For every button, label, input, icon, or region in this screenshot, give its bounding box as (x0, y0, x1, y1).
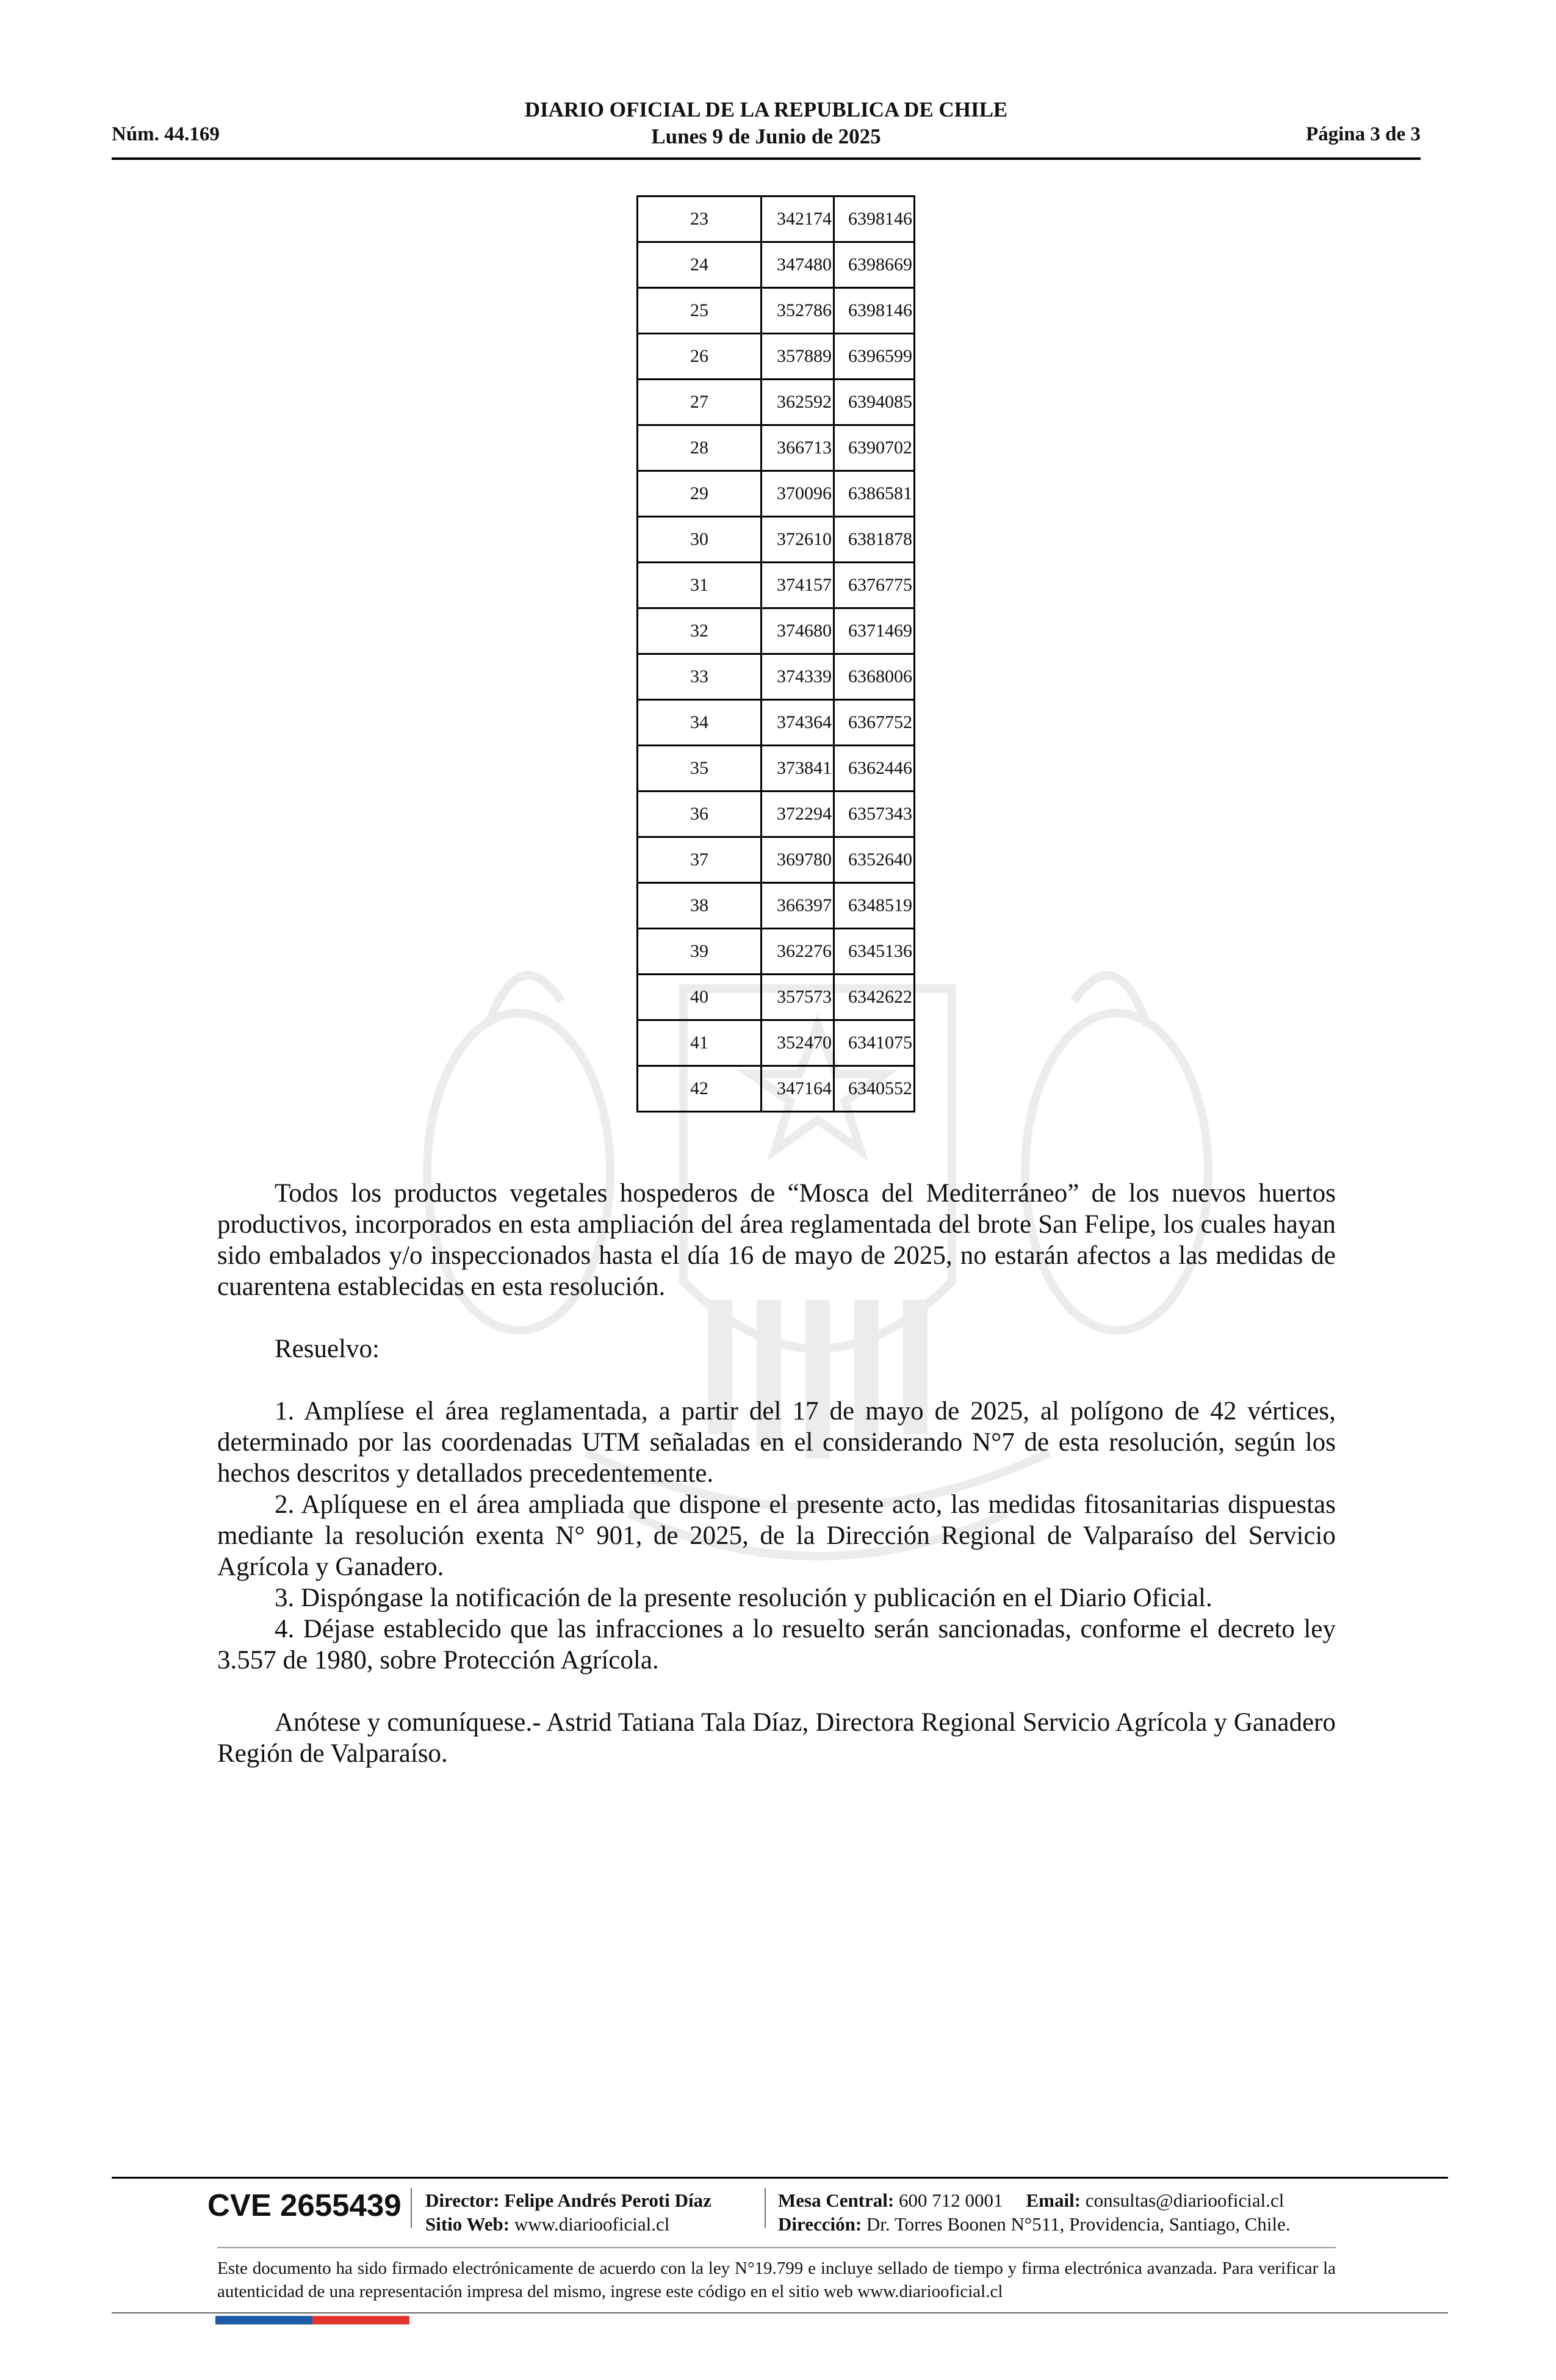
resolution-item-3: 3. Dispóngase la notificación de la presente resolución y publicación en el Diario Oficial. (275, 1584, 1212, 1612)
resolution-body (217, 1178, 1336, 1769)
table-row (638, 746, 915, 792)
utm-north-cell: 6367752 (834, 700, 915, 746)
utm-north-cell: 6371469 (834, 608, 915, 654)
utm-north-cell: 6362446 (834, 746, 915, 792)
products-paragraph: Todos los productos vegetales hospederos de “Mosca del Mediterráneo” de los nuevos huertos productivos, incorporados en esta ampliación del área reglamentada del brote San Felipe, los cuales hayan sido embalados y/o inspeccionados hasta el día 16 de mayo de 2025, no estarán afectos a las medidas de cuarentena establecidas en esta resolución. (217, 1179, 1336, 1301)
table-row (638, 380, 915, 425)
table-row (638, 883, 915, 929)
table-row (638, 1020, 915, 1066)
utm-north-cell: 6390702 (834, 425, 915, 471)
resolution-item-1: 1. Amplíese el área reglamentada, a partir del 17 de mayo de 2025, al polígono de 42 vértices, determinado por las coordenadas UTM señaladas en el considerando N°7 de esta resolución, según los hechos descritos y detallados precedentemente. (217, 1397, 1336, 1488)
vertex-cell: 29 (638, 471, 762, 517)
table-row (638, 425, 915, 471)
issue-number: Núm. 44.169 (112, 123, 220, 145)
resolution-item-2: 2. Aplíquese en el área ampliada que dispone el presente acto, las medidas fitosanitarias dispuestas mediante la resolución exenta N° 901, de 2025, de la Dirección Regional de Valparaíso del Servicio Agrícola y Ganadero. (217, 1490, 1336, 1581)
vertex-cell: 23 (638, 197, 762, 242)
page-number: Página 3 de 3 (1306, 123, 1421, 145)
utm-east-cell: 372610 (762, 517, 834, 563)
utm-east-cell: 347480 (762, 242, 834, 288)
vertex-cell: 32 (638, 608, 762, 654)
cve-code: CVE 2655439 (207, 2188, 402, 2223)
utm-north-cell: 6394085 (834, 380, 915, 425)
vertex-cell: 24 (638, 242, 762, 288)
utm-east-cell: 362592 (762, 380, 834, 425)
vertex-cell: 31 (638, 563, 762, 608)
vertex-cell: 40 (638, 975, 762, 1020)
vertex-cell: 38 (638, 883, 762, 929)
table-row (638, 471, 915, 517)
table-row (638, 975, 915, 1020)
utm-east-cell: 362276 (762, 929, 834, 975)
table-row (638, 792, 915, 837)
utm-north-cell: 6348519 (834, 883, 915, 929)
table-row (638, 1066, 915, 1112)
website-link[interactable]: www.diariooficial.cl (514, 2213, 670, 2235)
vertex-cell: 28 (638, 425, 762, 471)
table-row (638, 929, 915, 975)
publication-title: DIARIO OFICIAL DE LA REPUBLICA DE CHILE (524, 98, 1008, 121)
utm-coordinates-table (636, 195, 915, 1112)
vertex-cell: 33 (638, 654, 762, 700)
utm-north-cell: 6376775 (834, 563, 915, 608)
utm-north-cell: 6396599 (834, 334, 915, 380)
utm-east-cell: 352786 (762, 288, 834, 334)
utm-east-cell: 372294 (762, 792, 834, 837)
vertex-cell: 41 (638, 1020, 762, 1066)
footer-disclaimer: Este documento ha sido firmado electrónicamente de acuerdo con la ley N°19.799 e incluye sellado de tiempo y firma electrónica avanzada. Para verificar la autenticidad de una representación impresa del mismo, ingrese este código en el sitio web www.diariooficial.cl (217, 2259, 1336, 2301)
table-row (638, 837, 915, 883)
table-row (638, 608, 915, 654)
table-row (638, 288, 915, 334)
publication-date: Lunes 9 de Junio de 2025 (651, 124, 881, 148)
utm-north-cell: 6398146 (834, 288, 915, 334)
utm-east-cell: 347164 (762, 1066, 834, 1112)
utm-north-cell: 6357343 (834, 792, 915, 837)
vertex-cell: 25 (638, 288, 762, 334)
utm-east-cell: 370096 (762, 471, 834, 517)
footer-top-rule (112, 2177, 1448, 2179)
utm-north-cell: 6398146 (834, 197, 915, 242)
utm-east-cell: 352470 (762, 1020, 834, 1066)
table-row (638, 654, 915, 700)
utm-east-cell: 357573 (762, 975, 834, 1020)
vertex-cell: 39 (638, 929, 762, 975)
footer-director-block (425, 2188, 711, 2236)
vertex-cell: 35 (638, 746, 762, 792)
director-line: Director: Felipe Andrés Peroti Díaz (425, 2190, 711, 2211)
utm-north-cell: 6368006 (834, 654, 915, 700)
utm-north-cell: 6345136 (834, 929, 915, 975)
utm-east-cell: 369780 (762, 837, 834, 883)
address-line: Dirección: Dr. Torres Boonen N°511, Providencia, Santiago, Chile. (778, 2213, 1291, 2235)
utm-north-cell: 6386581 (834, 471, 915, 517)
utm-north-cell: 6398669 (834, 242, 915, 288)
footer-contact-block (778, 2188, 1291, 2236)
utm-east-cell: 374680 (762, 608, 834, 654)
utm-east-cell: 374157 (762, 563, 834, 608)
vertex-cell: 34 (638, 700, 762, 746)
utm-east-cell: 374364 (762, 700, 834, 746)
website-line: Sitio Web: www.diariooficial.cl (425, 2213, 670, 2235)
contact-line: Mesa Central: 600 712 0001 Email: consultas@diariooficial.cl (778, 2190, 1284, 2211)
utm-north-cell: 6352640 (834, 837, 915, 883)
utm-north-cell: 6342622 (834, 975, 915, 1020)
page-header (112, 96, 1421, 160)
flag-blue-segment (215, 2316, 312, 2324)
vertex-cell: 36 (638, 792, 762, 837)
vertex-cell: 37 (638, 837, 762, 883)
utm-east-cell: 366713 (762, 425, 834, 471)
table-row (638, 334, 915, 380)
vertex-cell: 27 (638, 380, 762, 425)
vertex-cell: 26 (638, 334, 762, 380)
vertex-cell: 30 (638, 517, 762, 563)
utm-east-cell: 357889 (762, 334, 834, 380)
utm-east-cell: 373841 (762, 746, 834, 792)
footer-separator (217, 2247, 1336, 2248)
header-center (112, 96, 1421, 150)
table-row (638, 563, 915, 608)
resuelvo-heading: Resuelvo: (275, 1335, 380, 1363)
table-row (638, 700, 915, 746)
footer-divider (411, 2188, 412, 2228)
flag-red-segment (312, 2316, 409, 2324)
utm-north-cell: 6381878 (834, 517, 915, 563)
email-link[interactable]: consultas@diariooficial.cl (1085, 2190, 1284, 2211)
utm-east-cell: 374339 (762, 654, 834, 700)
vertex-cell: 42 (638, 1066, 762, 1112)
table-row (638, 197, 915, 242)
utm-north-cell: 6340552 (834, 1066, 915, 1112)
table-row (638, 242, 915, 288)
utm-east-cell: 366397 (762, 883, 834, 929)
table-row (638, 517, 915, 563)
footer-bottom-rule (112, 2312, 1448, 2313)
resolution-item-4: 4. Déjase establecido que las infracciones a lo resuelto serán sancionadas, conforme el decreto ley 3.557 de 1980, sobre Protección Agrícola. (217, 1615, 1336, 1675)
signoff-paragraph: Anótese y comuníquese.- Astrid Tatiana Tala Díaz, Directora Regional Servicio Agrícola y Ganadero Región de Valparaíso. (217, 1708, 1336, 1768)
utm-east-cell: 342174 (762, 197, 834, 242)
utm-north-cell: 6341075 (834, 1020, 915, 1066)
footer-divider (765, 2188, 766, 2228)
